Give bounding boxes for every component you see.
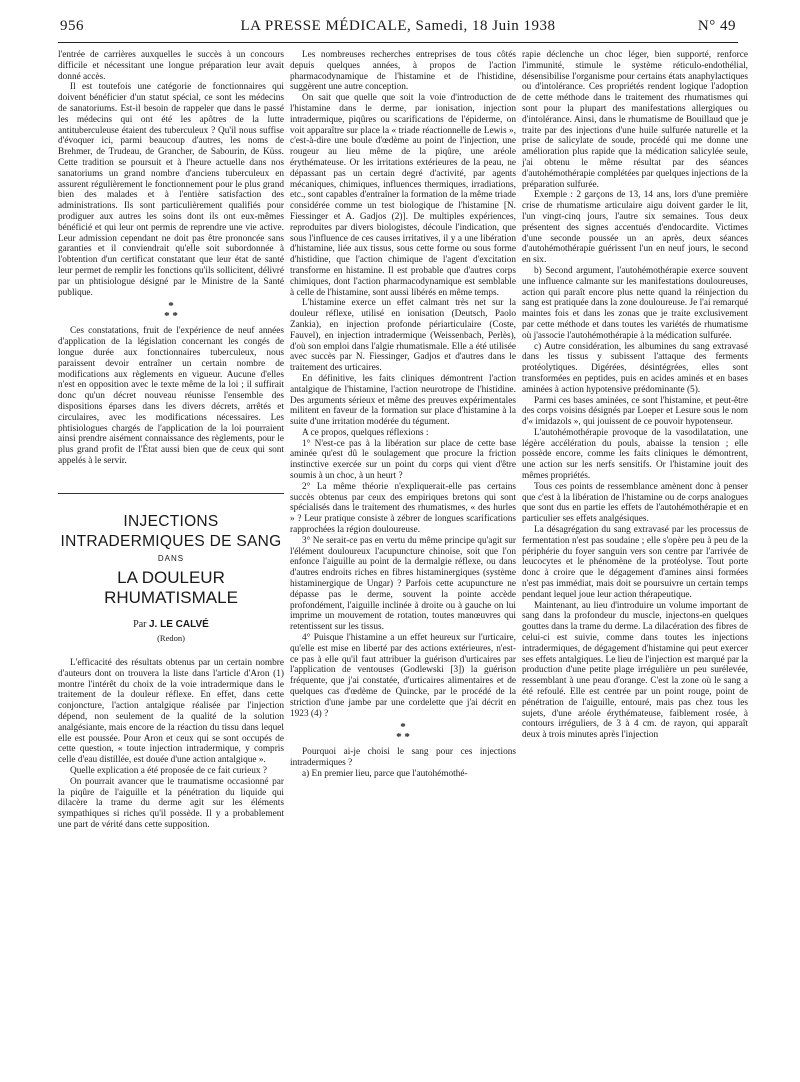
paragraph: Il est toutefois une catégorie de fonctionnaires qui doivent bénéficier d'un statut spécial, ce sont les médecins de sanatoriums. Est-il besoin de rappeler que dans le passé les médecins qui ont été les apôtres de la lutte antituberculeuse étaient des tuberculeux ? Qu'il nous suffise d'évoquer ici, parmi beaucoup d'autres, les noms de Brehmer, de Trudeau, de Grancher, de Sabourin, de Küss. Cette tradition se poursuit et à l'heure actuelle dans nos sanatoriums un grand nombre d'anciens tuberculeux en assurent régulièrement le fonctionnement pour le plus grand bien des malades et à l'entière satisfaction des administrations. Ils sont particulièrement qualifiés pour prodiguer aux autres les soins dont ils ont eux-mêmes bénéficié et qui leur ont permis de reprendre une vie active. Leur admission cependant ne doit pas être prononcée sans garanties et il conviendrait qu'elle soit subordonnée à l'obtention d'un certificat constatant que leur état de santé leur permet de remplir les fonctions qu'ils sollicitent, délivré par un phtisiologue désigné par le Ministre de la Santé publique. (58, 82, 284, 298)
paragraph: Exemple : 2 garçons de 13, 14 ans, lors d'une première crise de rhumatisme articulaire aigu doivent garder le lit, l'un vingt-cinq jours, l'autre six semaines. Tous deux présentent des signes accentués d'endocardite. Victimes d'une seconde poussée un an après, deux séances d'autohémothérapie guérissent l'un en neuf jours, le second en six. (522, 190, 748, 266)
section-separator: * * * (396, 721, 410, 744)
paragraph: rapie déclenche un choc léger, bien supporté, renforce l'immunité, stimule le système réticulo-endothélial, désensibilise l'organisme pour certains états anaphylactiques ou d'intolérance. Ces propriétés rendent logique l'adoption de cette méthode dans le traitement des rhumatismes qui sont pour la plupart des manifestations allergiques ou d'intolérance. Ainsi, dans le rhumatisme de Bouillaud que je traite par des injections d'une huile sulfurée naturelle et la prise de salicylate de soude, procédé qui me donne une amélioration plus rapide que la médication salicylée seule, j'ai obtenu le même résultat par des séances d'autohémothérapie complétées par quelques injections de la préparation sulfurée. (522, 50, 748, 190)
paragraph: 3° Ne serait-ce pas en vertu du même principe qu'agit sur l'élément douloureux l'acupuncture chinoise, soit que l'on enfonce l'aiguille au point de la dermalgie réflexe, ou dans d'autres endroits riches en fibres histaminergiques (système histaminergique de Ungar) ? Parfois cette acupuncture ne dépasse pas le derme, souvent la pointe accède profondément, l'aiguille inclinée à droite ou à gauche on lui imprime un mouvement de rotation, toutes manœuvres qui retentissent sur les tissus. (290, 535, 516, 633)
paragraph: Pourquoi ai-je choisi le sang pour ces injections intradermiques ? (290, 747, 516, 769)
paragraph: c) Autre considération, les albumines du sang extravasé dans les tissus y subissent l'attaque des ferments protéolytiques. Digérées, désintégrées, elles sont transformées en peptides, puis en acides aminés et en bases aminées à action hypotensive prédominante (5). (522, 341, 748, 395)
column-left (58, 50, 284, 1070)
paragraph: A ce propos, quelques réflexions : (302, 427, 429, 438)
paragraph: La désagrégation du sang extravasé par les processus de fermentation n'est pas soudaine ; elle s'opère peu à peu de la périphérie du foyer sanguin vers son centre par l'arrivée de leucocytes et le phénomène de la protéolyse. Tout porte donc à croire que le dégagement d'amines ainsi formées n'est pas immédiat, mais doit se poursuivre un certain temps pendant lequel joue leur action thérapeutique. (522, 525, 748, 600)
paragraph: L'efficacité des résultats obtenus par un certain nombre d'auteurs dont on trouvera la liste dans l'article d'Aron (1) montre l'intérêt du choix de la voie intradermique dans le traitement de la douleur réflexe. En effet, dans cette conjoncture, l'action antalgique réalisée par l'injection dépend, non seulement de la qualité de la solution analgésiante, mais encore de la réaction du tissu dans lequel elle est poussée. Pour Aron et ceux qui se sont occupés de cette question, « toute injection intradermique, y compris celle d'eau distillée, est douée d'une action antalgique ». (58, 658, 284, 766)
article-heading (58, 493, 284, 644)
page-header (60, 18, 736, 40)
journal-title: LA PRESSE MÉDICALE, Samedi, 18 Juin 1938 (240, 18, 556, 34)
paragraph: Parmi ces bases aminées, ce sont l'histamine, et peut-être des corps voisins désignés par Loeper et Lesure sous le nom d'« imidazols », qui jouissent de ce pouvoir hypotenseur. (522, 395, 748, 428)
section-separator: * * * (164, 300, 178, 323)
byline: Par J. LE CALVÉ (133, 619, 209, 631)
paragraph: En définitive, les faits cliniques démontrent l'action antalgique de l'histamine, l'action neurotrope de l'histidine. Des arguments sérieux et même des preuves expérimentales militent en faveur de la formation sur place d'histamine à la suite d'une irritation modérée du tégument. (290, 373, 516, 428)
issue-number: N° 49 (697, 18, 736, 34)
column-middle (290, 50, 516, 1070)
page-number: 956 (60, 18, 84, 34)
author-location: (Redon) (157, 633, 185, 644)
paragraph: Les nombreuses recherches entreprises de tous côtés depuis quelques années, à propos de l'action pharmacodynamique de l'histamine et de l'histidine, suggèrent une autre conception. (290, 50, 516, 93)
paragraph: 4° Puisque l'histamine a un effet heureux sur l'urticaire, qu'elle est mise en liberté par des actions extérieures, n'est-ce pas à elle qu'il faut attribuer la guérison d'urticaires par l'application de ventouses (Godlewski [3]) la guérison fréquente, que j'ai constatée, d'urticaires alimentaires et de quelques cas d'œdème de Quincke, par le procédé de la striction d'une jambe par une cordelette que j'ai décrit en 1923 (4) ? (290, 633, 516, 719)
article-title-connector: DANS (157, 553, 185, 563)
paragraph: l'entrée de carrières auxquelles le succès à un concours difficile et nécessitant une longue préparation leur avait donné accès. (58, 50, 284, 82)
paragraph: On sait que quelle que soit la voie d'introduction de l'histamine dans le derme, par ionisation, injection intradermique, piqûres ou scarifications de l'épiderme, on voit apparaître sur place la « triade réactionnelle de Lewis », c'est-à-dire une boule d'œdème au point de l'injection, une rougeur au lieu même de la piqûre, une aréole érythémateuse. Or les irritations extérieures de la peau, ne dépassant pas un certain degré d'activité, par agents mécaniques, chimiques, influences thermiques, irradiations, etc., sont capables d'entraîner la formation de la même triade considérée comme un test biologique de l'histamine [N. Fiessinger et A. Gadjos (2)]. De multiples expériences, reproduites par divers biologistes, découle l'indication, que sous l'influence de ces causes irritatives, il y a une libération d'histamine, liée aux tissus, sous cette forme ou sous forme d'histidine, que l'action chimique de l'agent d'excitation transforme en histamine. Il est probable que d'autres corps chimiques, dont l'action pharmacodynamique est semblable à celle de l'histamine, sont aussi libérés en même temps. (290, 93, 516, 298)
column-right (522, 50, 748, 1070)
author-name: J. LE CALVÉ (149, 619, 209, 631)
article-title: INJECTIONS INTRADERMIQUES DE SANG (60, 512, 282, 550)
paragraph: On pourrait avancer que le traumatisme occasionné par la piqûre de l'aiguille et la pénétration du liquide qui dilacère la trame du derme agit sur les éléments sympathiques si riches qu'il possède. Il y a probablement une part de vérité dans cette supposition. (58, 776, 284, 831)
paragraph: 1° N'est-ce pas à la libération sur place de cette base aminée qu'est dû le soulagement que procure la friction instinctive exercée sur un point du corps qui vient d'être soumis à un choc, à un heurt ? (290, 438, 516, 482)
paragraph: a) En premier lieu, parce que l'autohémothé- (302, 769, 468, 779)
paragraph: Maintenant, au lieu d'introduire un volume important de sang dans la profondeur du muscle, injectons-en quelques gouttes dans la trame du derme. La dilacération des fibres de celui-ci est suivie, comme dans toutes les injections intradermiques, de dégagement d'histamine qui peut exercer ses effets antalgiques. Le lieu de l'injection est marqué par la production d'une petite plage irrégulière un peu surélevée, ressemblant à une peau d'orange. C'est la zone où le sang a été refoulé. Elle est centrée par un point rouge, point de pénétration de l'aiguille, entouré, mais pas chez tous les sujets, d'une aréole érythémateuse, faiblement rosée, à contours irréguliers, de 3 à 4 cm. de rayon, qui apparaît deux à trois minutes après l'injection (522, 600, 748, 741)
paragraph: Ces constatations, fruit de l'expérience de neuf années d'application de la législation concernant les congés de longue durée aux fonctionnaires tuberculeux, nous paraissent devoir entraîner un certain nombre de modifications aux règlements en vigueur. Aucune d'elles n'est en opposition avec le texte même de la loi ; il suffirait donc qu'un décret nouveau réunisse l'ensemble des dispositions éparses dans les divers décrets, arrêtés et circulaires, avec les modifications nécessaires. Les phtisiologues chargés de l'application de la loi pourraient ainsi prendre aisément connaissance des règlements, pour le plus grand profit de l'État aussi bien que de ceux qui sont appelés à le servir. (58, 326, 284, 466)
paragraph: b) Second argument, l'autohémothérapie exerce souvent une influence calmante sur les manifestations douloureuses, action qui paraît encore plus nette quand la réinjection du sang est pratiquée dans la zone douloureuse. Je l'ai remarqué maintes fois et dans les zonas que je traite exclusivement par cette méthode et dans toutes les variétés de rhumatisme où j'associe l'autohémothérapie à la médication sulfurée. (522, 265, 748, 341)
header-rule (58, 42, 738, 43)
paragraph: Tous ces points de ressemblance amènent donc à penser que c'est à la libération de l'histamine ou de corps analogues que sont dus en partie les effets de l'autohémothérapie et en particulier ses effets analgésiques. (522, 481, 748, 525)
paragraph: L'histamine exerce un effet calmant très net sur la douleur réflexe, utilisé en ionisation (Deutsch, Paolo Zankia), en injection profonde périarticulaire (Coste, Fauvel), en injection intradermique (Weissenbach, Perlès), d'où son emploi dans l'algie rhumatismale. Elle a été utilisée avec succès par N. Fiessinger, Gadjos et d'autres dans le traitement des urticaires. (290, 298, 516, 374)
paragraph: 2° La même théorie n'expliquerait-elle pas certains succès obtenus par ceux des empiriques bretons qui sont spécialisés dans le traitement des rhumatismes, « des hurles » ? Leur pratique consiste à zébrer de longues scarifications rapprochées la région douloureuse. (290, 481, 516, 536)
article-subtitle: LA DOULEUR RHUMATISMALE (104, 568, 238, 608)
paragraph: Quelle explication a été proposée de ce fait curieux ? (70, 766, 267, 777)
paragraph: L'autohémothérapie provoque de la vasodilatation, une légère accélération du pouls, abaisse la tension ; elle possède encore, comme les faits cliniques le démontrent, une action sur les nerfs sensitifs. Or l'histamine jouit des mêmes propriétés. (522, 427, 748, 482)
